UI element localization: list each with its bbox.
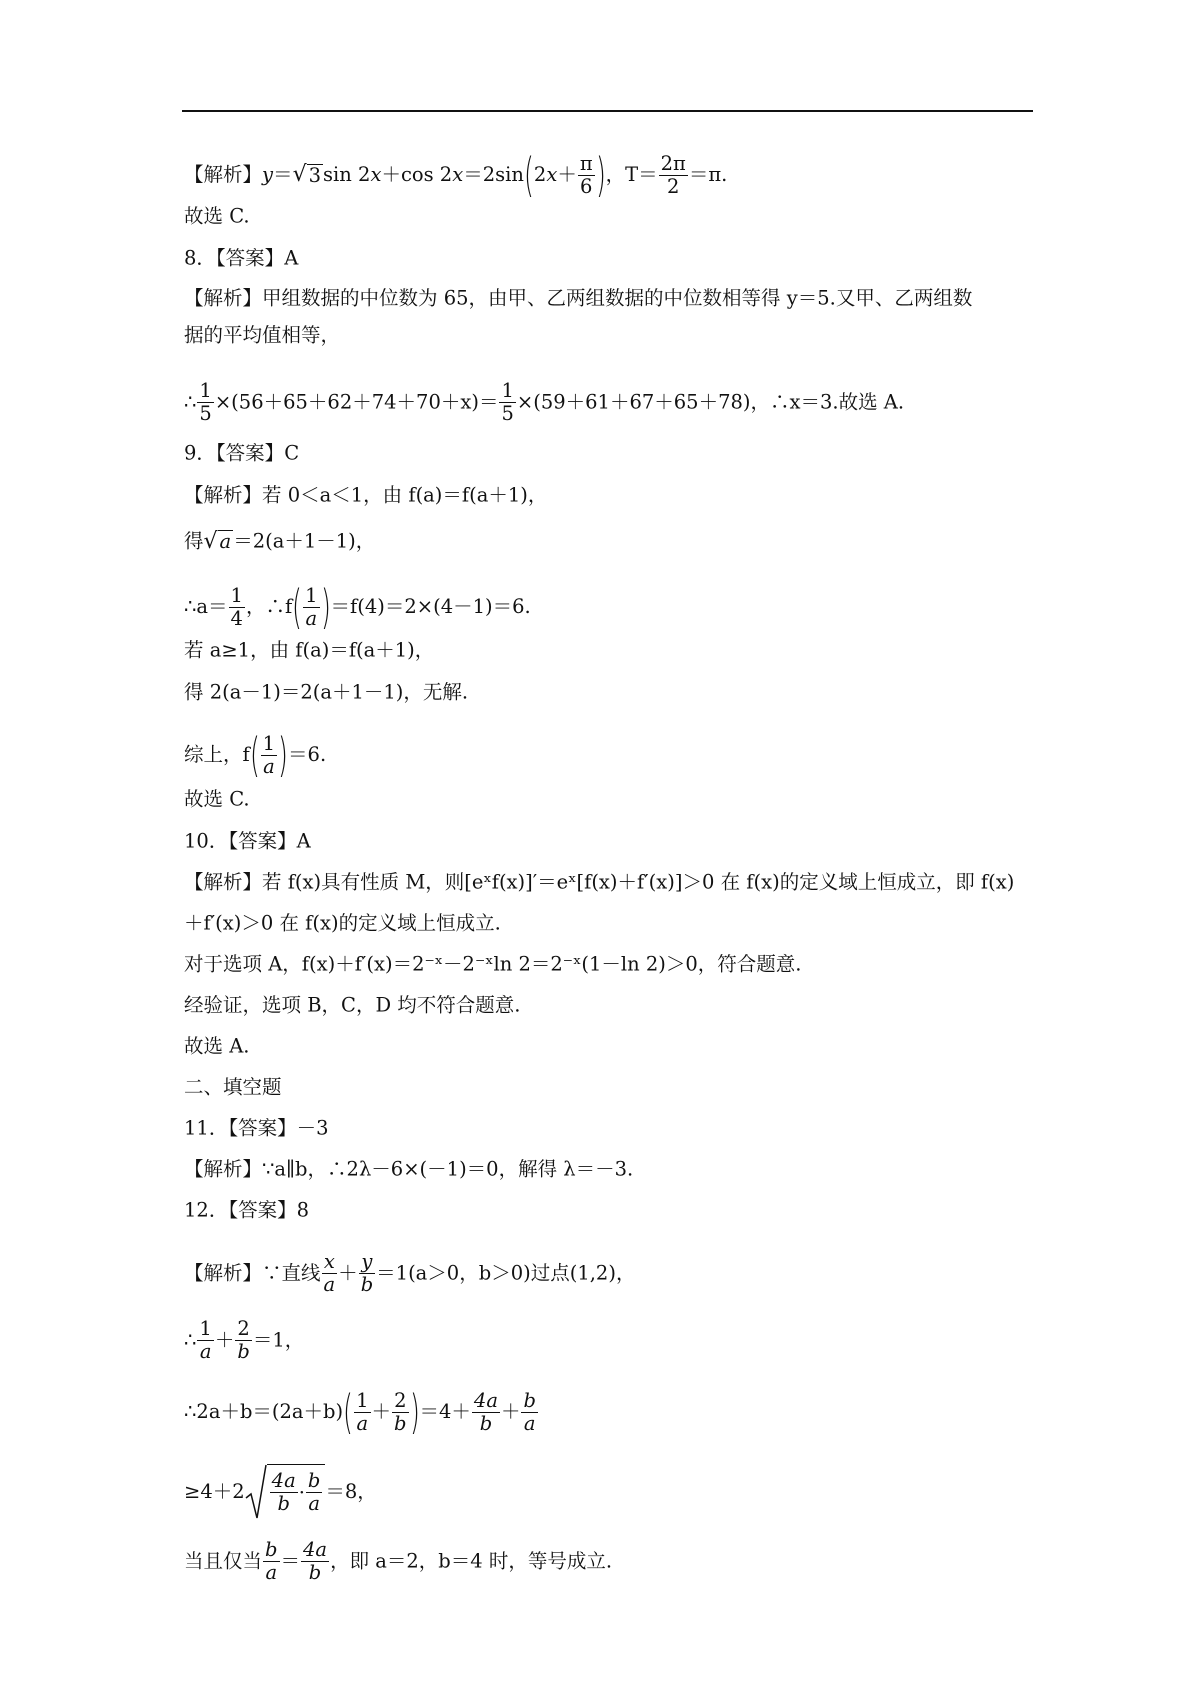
math-text: ＝ — [273, 163, 293, 186]
solution-text: 得 2(a－1)＝2(a＋1－1)，无解. — [184, 680, 469, 704]
numerator: 4a — [473, 1388, 498, 1412]
answer-label: 【答案】 — [228, 1198, 297, 1222]
q8-calc-line — [184, 380, 904, 425]
fraction-one-over-a — [261, 733, 277, 778]
denominator: a — [523, 1411, 536, 1435]
q10-answer-line — [184, 828, 311, 855]
math-text: ×(59＋61＋67＋65＋78)，∴x＝3.故选 A. — [516, 390, 905, 414]
math-text: ＋ — [214, 1328, 235, 1352]
q7-solution-line — [184, 148, 728, 202]
q12-answer-line — [184, 1197, 309, 1224]
q10-line-3 — [184, 951, 802, 978]
answer-label: 【答案】 — [215, 246, 285, 270]
answer-label: 【答案】 — [228, 1116, 297, 1140]
conclusion-text: 故选 C. — [184, 787, 250, 811]
q11-answer-line — [184, 1115, 329, 1142]
fraction-b-over-a — [263, 1539, 279, 1584]
sqrt-three: √ 3 — [292, 162, 322, 188]
jiexi-label: 【解析】 — [184, 483, 263, 507]
math-text: ，∴f — [245, 595, 293, 618]
math-text: ＝2sin — [463, 163, 524, 186]
fraction-x-over-a — [322, 1251, 338, 1296]
math-text: ＝8， — [325, 1480, 377, 1503]
answer-label: 【答案】 — [215, 441, 285, 465]
guxuan-line — [184, 1033, 249, 1060]
math-text: 2 — [533, 163, 547, 186]
denominator: 6 — [580, 174, 593, 198]
solution-text: ＋f′(x)＞0 在 f(x)的定义域上恒成立. — [184, 911, 501, 935]
denominator: 2 — [667, 174, 680, 198]
math-text: ×(56＋65＋62＋74＋70＋x)＝ — [214, 390, 499, 414]
q12-line-2 — [184, 1318, 304, 1363]
math-text: 当且仅当 — [184, 1549, 263, 1573]
denominator: a — [263, 754, 275, 778]
question-number: 9． — [184, 441, 216, 465]
math-text: · — [298, 1480, 305, 1504]
denominator: b — [308, 1561, 322, 1584]
numerator: 1 — [199, 1317, 212, 1340]
right-paren: ) — [278, 728, 289, 782]
therefore-symbol: ∴ — [184, 390, 197, 414]
math-text: ＋ — [338, 1261, 358, 1285]
math-text: ＝π. — [688, 163, 728, 186]
question-number: 11． — [184, 1116, 229, 1140]
fraction-4a-over-b — [270, 1470, 298, 1515]
q9-line-5 — [184, 679, 468, 706]
denominator: 4 — [230, 606, 243, 630]
solution-text: 据的平均值相等， — [184, 323, 341, 347]
math-text: ＋ — [557, 163, 577, 186]
q9-line-6 — [184, 728, 327, 782]
numerator: 1 — [230, 583, 243, 607]
q8-solution-line-2 — [184, 322, 340, 349]
question-number: 10． — [184, 829, 229, 853]
math-text: ≥4＋2 — [184, 1480, 245, 1503]
radical-sign — [245, 1464, 267, 1520]
math-text: ＝ — [280, 1549, 301, 1573]
fraction-b-over-a — [306, 1470, 322, 1515]
fraction-b-over-a — [521, 1390, 537, 1435]
math-text: ＝f(4)＝2×(4－1)＝6. — [330, 595, 531, 618]
math-text: ∵直线 — [262, 1261, 321, 1285]
radicand — [267, 1464, 326, 1520]
math-text: ＋cos 2 — [381, 163, 453, 186]
left-paren: ( — [523, 148, 534, 202]
fraction-y-over-b — [359, 1251, 375, 1296]
math-text: 综上，f — [184, 743, 250, 766]
fraction-pi-6 — [578, 153, 595, 198]
left-paren: ( — [292, 580, 303, 634]
numerator: 1 — [356, 1388, 369, 1412]
q9-line-4 — [184, 637, 434, 664]
sqrt-product — [245, 1464, 326, 1520]
header-rule — [182, 110, 1033, 112]
denominator: a — [265, 1561, 278, 1584]
jiexi-label: 【解析】 — [184, 1157, 263, 1181]
math-text: x — [452, 163, 464, 186]
sqrt-a: √ a — [203, 528, 232, 554]
conclusion-text: 故选 C. — [184, 204, 250, 228]
jiexi-label: 【解析】 — [184, 286, 263, 310]
fraction-period — [659, 153, 688, 198]
q10-line-4 — [184, 992, 520, 1019]
math-text: y — [262, 163, 274, 186]
guxuan-line — [184, 786, 250, 813]
answer-value: C — [284, 441, 300, 465]
math-text: ∴2a＋b＝(2a＋b) — [184, 1400, 344, 1423]
numerator: b — [523, 1388, 536, 1412]
math-text: sin 2 — [323, 163, 371, 186]
numerator: 1 — [199, 379, 212, 402]
right-paren: ) — [320, 580, 331, 634]
numerator: x — [322, 1251, 338, 1274]
numerator: b — [307, 1469, 321, 1492]
q12-line-4 — [184, 1464, 377, 1520]
fraction-4a-over-b — [472, 1390, 500, 1435]
solution-text: ∵a∥b，∴2λ－6×(－1)＝0，解得 λ＝－3. — [262, 1157, 634, 1181]
numerator: 1 — [501, 379, 514, 402]
q9-solution-line — [184, 482, 547, 509]
denominator: b — [479, 1411, 493, 1435]
math-text: ＝1(a＞0，b＞0)过点(1,2)， — [376, 1261, 636, 1285]
therefore-symbol: ∴ — [184, 1328, 197, 1352]
solution-text: 若 0＜a＜1，由 f(a)＝f(a＋1)， — [262, 483, 548, 507]
math-text: 得 — [184, 529, 204, 553]
solution-text: 经验证，选项 B，C，D 均不符合题意. — [184, 993, 521, 1017]
solution-text: 若 a≥1，由 f(a)＝f(a＋1)， — [184, 638, 435, 662]
answer-value: A — [284, 246, 299, 270]
fraction-4a-over-b — [301, 1539, 329, 1584]
math-text: x — [370, 163, 382, 186]
numerator: 2 — [235, 1318, 251, 1341]
question-number: 12． — [184, 1198, 229, 1222]
denominator: a — [356, 1411, 369, 1435]
solution-text: 对于选项 A，f(x)＋f′(x)＝2⁻ˣ－2⁻ˣln 2＝2⁻ˣ(1－ln 2)＞0，符合题意. — [184, 952, 802, 976]
denominator: b — [277, 1492, 290, 1515]
fraction-two-over-b — [392, 1390, 408, 1435]
radicand: a — [219, 530, 232, 554]
answer-value: 8 — [296, 1198, 310, 1222]
answer-label: 【答案】 — [228, 829, 297, 853]
math-text: ＝2(a＋1－1)， — [233, 529, 376, 553]
jiexi-label: 【解析】 — [184, 870, 263, 894]
denominator: a — [323, 1273, 336, 1296]
q12-line-5 — [184, 1539, 612, 1584]
q9-answer-line — [184, 440, 299, 467]
denominator: b — [394, 1411, 407, 1435]
right-paren: ) — [409, 1385, 420, 1439]
math-text: ，T＝ — [605, 163, 658, 186]
solution-text: 若 f(x)具有性质 M，则[eˣf(x)]′＝eˣ[f(x)＋f′(x)]＞0 在 f(x)的定义域上恒成立，即 f(x) — [262, 870, 1015, 894]
jiexi-label: 【解析】 — [184, 163, 263, 186]
fraction-one-over-a — [197, 1318, 213, 1363]
math-text: ＝4＋ — [419, 1400, 471, 1423]
denominator: a — [199, 1340, 212, 1363]
q8-solution-line — [184, 285, 972, 312]
numerator: 1 — [262, 731, 276, 755]
q10-line-2 — [184, 910, 501, 937]
section-heading — [184, 1074, 282, 1101]
answer-value: A — [296, 829, 311, 853]
question-number: 8． — [184, 246, 216, 270]
fraction-one-over-a — [303, 585, 319, 630]
math-text: ，即 a＝2，b＝4 时，等号成立. — [330, 1549, 613, 1573]
fraction-one-quarter — [229, 585, 245, 630]
denominator: b — [360, 1273, 374, 1296]
conclusion-text: 故选 A. — [184, 1034, 250, 1058]
q12-line-3 — [184, 1385, 539, 1439]
left-paren: ( — [249, 728, 260, 782]
numerator: y — [359, 1251, 375, 1274]
q11-solution-line — [184, 1156, 633, 1183]
q9-line-2 — [184, 528, 375, 555]
denominator: a — [305, 606, 318, 630]
q9-line-3 — [184, 580, 531, 634]
right-paren: ) — [595, 148, 606, 202]
numerator: b — [265, 1538, 278, 1561]
q12-solution-line — [184, 1251, 635, 1296]
denominator: b — [237, 1340, 250, 1363]
left-paren: ( — [343, 1385, 354, 1439]
guxuan-line — [184, 203, 250, 230]
numerator: 4a — [303, 1538, 328, 1561]
q10-solution-line — [184, 869, 1014, 896]
fraction-one-over-a — [354, 1390, 370, 1435]
answer-value: －3 — [296, 1116, 329, 1140]
numerator: π — [579, 151, 593, 175]
section-title: 二、填空题 — [184, 1075, 282, 1099]
jiexi-label: 【解析】 — [184, 1261, 263, 1285]
math-text: ∴a＝ — [184, 595, 228, 618]
fraction-one-fifth — [499, 380, 515, 425]
fraction-two-over-b — [235, 1318, 251, 1363]
math-text: ＋ — [371, 1400, 392, 1423]
denominator: a — [308, 1492, 320, 1515]
math-text: ＝1， — [252, 1328, 305, 1352]
denominator: 5 — [199, 402, 212, 425]
numerator: 1 — [305, 583, 318, 607]
numerator: 2π — [660, 151, 686, 175]
numerator: 2 — [392, 1390, 408, 1413]
fraction-one-fifth — [197, 380, 213, 425]
math-text: ＝6. — [288, 743, 327, 766]
math-text: x — [546, 163, 558, 186]
math-text: ＋ — [500, 1400, 521, 1423]
denominator: 5 — [501, 402, 514, 425]
q8-answer-line — [184, 245, 298, 272]
solution-text: 甲组数据的中位数为 65，由甲、乙两组数据的中位数相等得 y＝5.又甲、乙两组数 — [262, 286, 973, 310]
numerator: 4a — [271, 1469, 296, 1492]
